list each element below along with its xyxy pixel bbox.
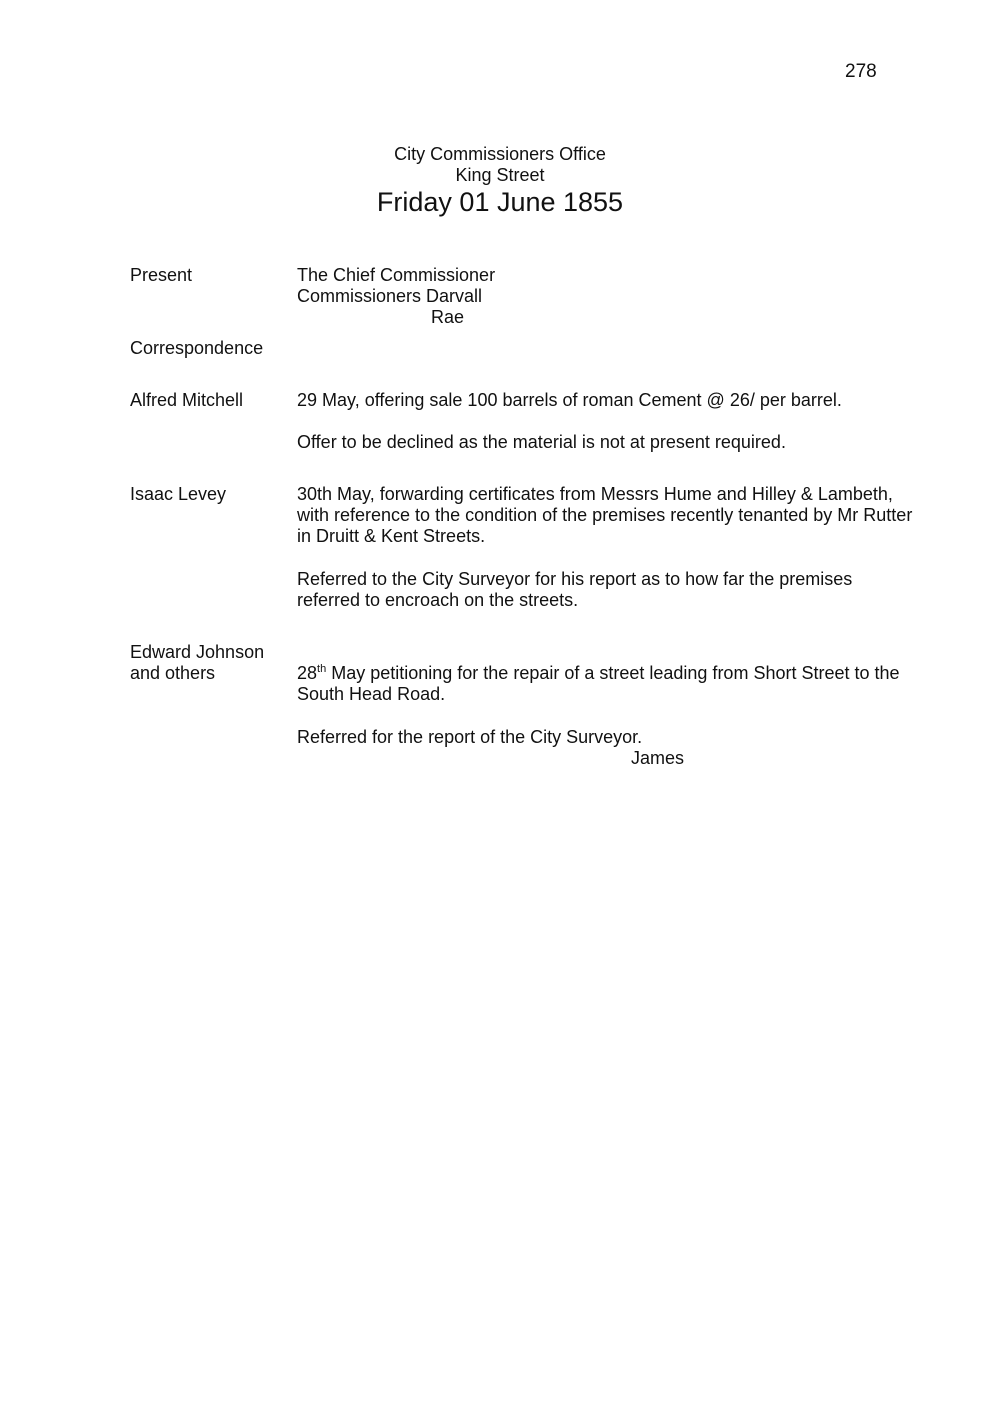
entry-letter: 30th May, forwarding certificates from Messrs Hume and Hilley & Lambeth, with reference to the condition of the premises recently tenanted by Mr Rutter in Druitt & Kent Streets.: [297, 484, 913, 546]
present-chief: The Chief Commissioner: [297, 265, 496, 285]
present-label: Present: [130, 265, 193, 285]
entry-letter: [297, 663, 917, 705]
entry-name-line2: and others: [130, 663, 216, 683]
entry-name: Isaac Levey: [130, 484, 227, 504]
entry-name: Alfred Mitchell: [130, 390, 244, 410]
letter-day: 28: [297, 663, 318, 683]
page-number: 278: [845, 61, 877, 82]
correspondence-heading: Correspondence: [130, 338, 264, 358]
office-name: City Commissioners Office: [394, 144, 606, 164]
present-commissioners: Commissioners Darvall: [297, 286, 483, 306]
entry-letter: 29 May, offering sale 100 barrels of roman Cement @ 26/ per barrel.: [297, 390, 842, 410]
signature-name: James: [631, 748, 685, 768]
street-name: King Street: [455, 165, 545, 185]
entry-resolution: Referred to the City Surveyor for his report as to how far the premises referred to encroach on the streets.: [297, 569, 853, 610]
present-additional: Rae: [431, 307, 465, 327]
entry-name-line1: Edward Johnson: [130, 642, 265, 662]
entry-resolution: Referred for the report of the City Surveyor.: [297, 727, 643, 747]
meeting-date: Friday 01 June 1855: [376, 187, 624, 217]
entry-resolution: Offer to be declined as the material is not at present required.: [297, 432, 786, 452]
letter-day-suffix: th: [317, 663, 327, 675]
letter-text: May petitioning for the repair of a street leading from Short Street to the South Head Road.: [297, 663, 900, 704]
